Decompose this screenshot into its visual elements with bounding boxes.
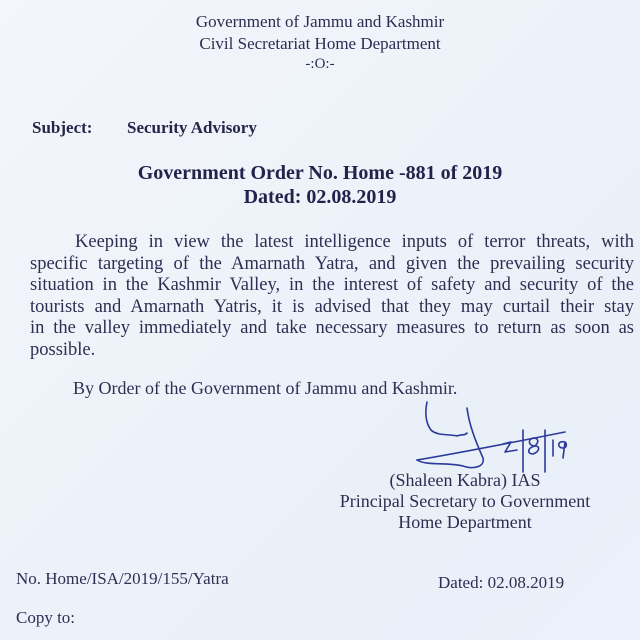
header-separator: -:O:- <box>305 56 335 72</box>
paragraph-line: possible. <box>30 339 96 360</box>
order-title: Government Order No. Home -881 of 2019 <box>137 162 503 184</box>
handwritten-signature <box>405 400 585 475</box>
subject-value: Security Advisory <box>127 118 257 137</box>
paragraph-line: specific targeting of the Amarnath Yatra, and given the prevailing security <box>30 253 634 274</box>
subject-label: Subject: <box>32 118 93 137</box>
copy-to-label: Copy to: <box>16 608 76 627</box>
reference-number: No. Home/ISA/2019/155/Yatra <box>16 569 229 588</box>
order-date: Dated: 02.08.2019 <box>243 186 397 208</box>
reference-date: Dated: 02.08.2019 <box>438 573 565 592</box>
paragraph-line: in the valley immediately and take necessary measures to return as soon as <box>30 318 634 338</box>
signatory-department: Home Department <box>398 512 532 532</box>
signatory-designation: Principal Secretary to Government <box>339 491 591 511</box>
header-government: Government of Jammu and Kashmir <box>195 12 445 31</box>
paragraph-line: Keeping in view the latest intelligence inputs of terror threats, with <box>75 232 634 252</box>
advisory-paragraph <box>30 232 634 361</box>
signatory-name: (Shaleen Kabra) IAS <box>389 470 541 490</box>
header-department: Civil Secretariat Home Department <box>199 34 441 53</box>
paragraph-line: tourists and Amarnath Yatris, it is advised that they may curtail their stay <box>30 296 634 317</box>
paragraph-line: situation in the Kashmir Valley, in the interest of safety and security of the <box>30 275 634 295</box>
by-order-statement: By Order of the Government of Jammu and Kashmir. <box>73 378 458 398</box>
